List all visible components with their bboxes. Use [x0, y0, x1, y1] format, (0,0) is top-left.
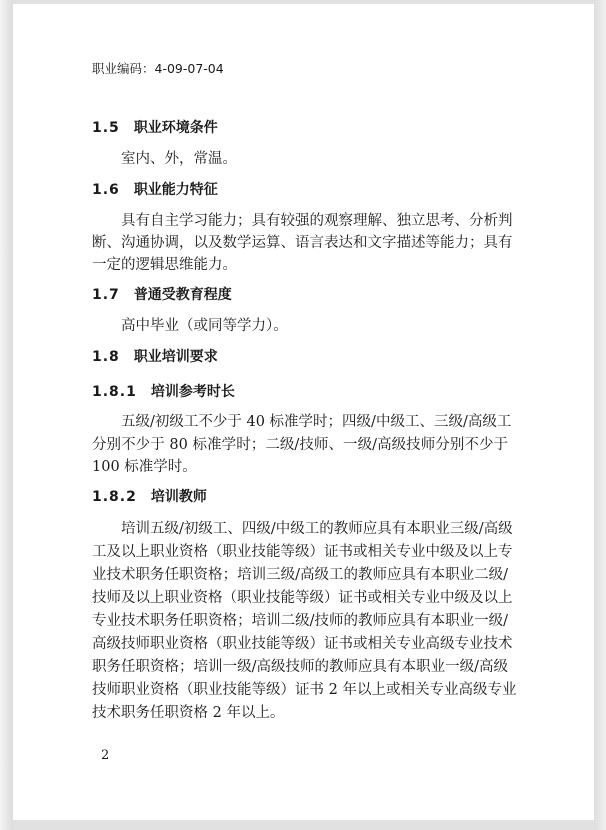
section-number: 1.8.2	[92, 489, 137, 505]
text-line: 高中毕业（或同等学力）。	[121, 318, 288, 334]
section-title: 普通受教育程度	[133, 287, 232, 303]
section-title: 职业环境条件	[133, 120, 218, 136]
occupation-code: 职业编码：4-09-07-04	[92, 61, 224, 76]
document-page	[13, 4, 594, 820]
section-number: 1.8.1	[92, 384, 137, 400]
section-title: 职业培训要求	[133, 349, 218, 365]
text-line: 高级技师职业资格（职业技能等级）证书或相关专业高级专业技术	[92, 636, 513, 652]
text-line: 分别不少于 80 标准学时；二级/技师、一级/高级技师分别不少于	[92, 437, 508, 453]
text-line: 断、沟通协调，以及数学运算、语言表达和文字描述等能力；具有	[92, 235, 513, 251]
text-line: 业技术职务任职资格；培训三级/高级工的教师应具有本职业二级/	[92, 567, 508, 583]
viewer-background-right	[594, 0, 606, 830]
viewer-background-left	[0, 0, 13, 830]
section-title: 职业能力特征	[133, 182, 218, 198]
section-heading-1-8-1	[92, 383, 235, 401]
text-line: 一定的逻辑思维能力。	[92, 257, 237, 273]
section-title: 培训教师	[150, 489, 207, 505]
section-title: 培训参考时长	[150, 384, 235, 400]
section-body-1-6	[92, 210, 513, 277]
section-heading-1-8	[92, 348, 218, 366]
section-heading-1-7	[92, 286, 232, 304]
page-number: 2	[101, 748, 110, 763]
section-heading-1-6	[92, 181, 218, 199]
section-heading-1-5	[92, 119, 218, 137]
text-line: 技师及以上职业资格（职业技能等级）证书或相关专业中级及以上	[92, 590, 513, 606]
section-body-1-5	[92, 148, 508, 171]
section-number: 1.7	[92, 287, 120, 303]
text-line: 培训五级/初级工、四级/中级工的教师应具有本职业三级/高级	[121, 521, 513, 537]
section-heading-1-8-2	[92, 488, 207, 506]
text-line: 技术职务任职资格 2 年以上。	[92, 705, 285, 721]
text-line: 室内、外，常温。	[121, 151, 237, 167]
text-line: 工及以上职业资格（职业技能等级）证书或相关专业中级及以上专	[92, 544, 513, 560]
text-line: 具有自主学习能力；具有较强的观察理解、独立思考、分析判	[121, 213, 513, 229]
section-body-1-7	[92, 315, 508, 338]
text-line: 专业技术职务任职资格；培训二级/技师的教师应具有本职业一级/	[92, 613, 508, 629]
text-line: 技师职业资格（职业技能等级）证书 2 年以上或相关专业高级专业	[92, 682, 517, 698]
section-body-1-8-2	[92, 518, 517, 725]
section-number: 1.8	[92, 349, 120, 365]
text-line: 职务任职资格；培训一级/高级技师的教师应具有本职业一级/高级	[92, 659, 508, 675]
text-line: 五级/初级工不少于 40 标准学时；四级/中级工、三级/高级工	[121, 414, 512, 430]
section-number: 1.6	[92, 182, 120, 198]
section-body-1-8-1	[92, 411, 512, 479]
section-number: 1.5	[92, 120, 120, 136]
text-line: 100 标准学时。	[92, 459, 197, 475]
